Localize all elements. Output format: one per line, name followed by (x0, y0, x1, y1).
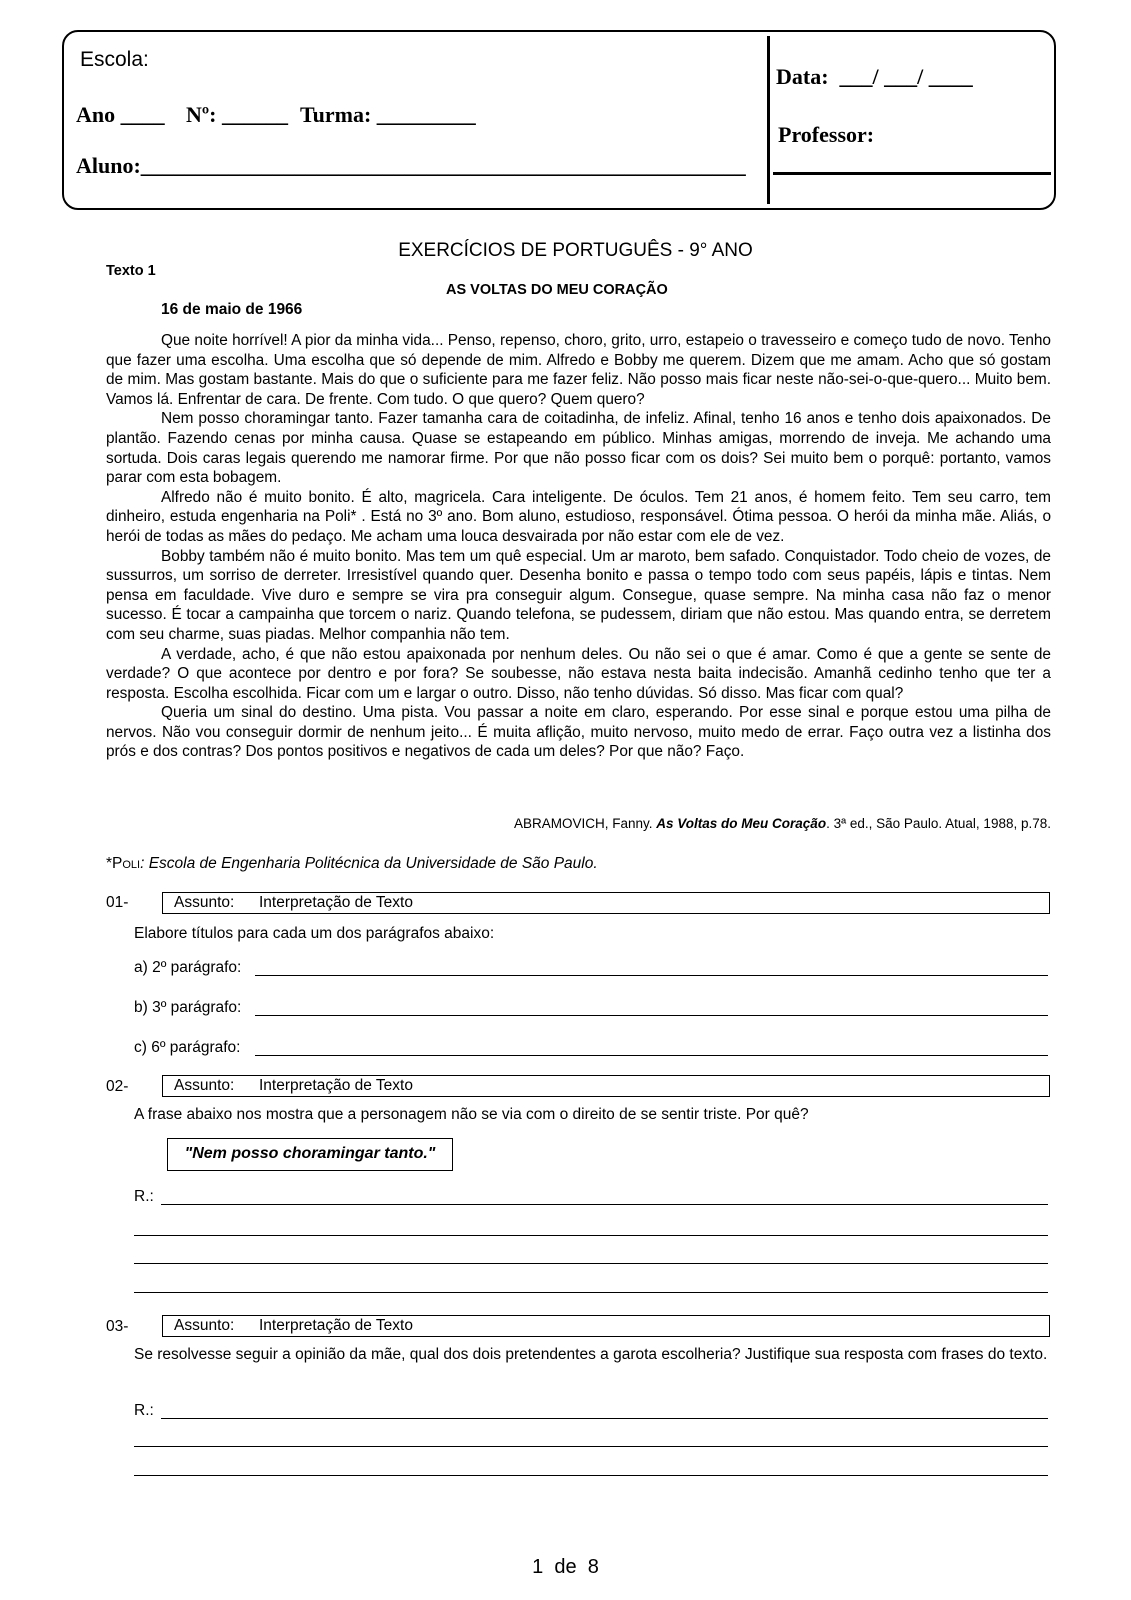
answer-line[interactable] (161, 1204, 1048, 1205)
assunto-box (162, 1315, 1050, 1337)
answer-label-b: b) 3º parágrafo: (134, 999, 242, 1016)
paragraph: Nem posso choramingar tanto. Fazer tamanha cara de coitadinha, de infeliz. Afinal, tenho 16 anos e tenho dois apaixonados. De plantão. Fazendo cenas por minha causa. Quase se estapeando em público. Minhas amigas, morrendo de inveja. Me achando uma sortuda. Dois caras legais querendo me namorar firme. Por que não posso ficar com os dois? Sei muito bem o porquê: portanto, vamos parar com esta bobagem. (106, 410, 1051, 487)
footnote (106, 855, 598, 873)
escola-label: Escola: (80, 48, 149, 71)
ano-field: Ano ____ (76, 102, 165, 127)
page-number: 1 de 8 (532, 1556, 599, 1578)
quote-box: "Nem posso choramingar tanto." (167, 1138, 453, 1171)
answer-line[interactable] (255, 1015, 1048, 1016)
footnote-mark: *Poli (106, 855, 141, 872)
text-title: AS VOLTAS DO MEU CORAÇÃO (446, 282, 668, 298)
aluno-field: Aluno:_______________________________________________________ (76, 153, 746, 178)
answer-line[interactable] (134, 1446, 1048, 1447)
answer-line[interactable] (134, 1263, 1048, 1264)
texto-label: Texto 1 (106, 263, 156, 279)
citation-rest: . 3ª ed., São Paulo. Atual, 1988, p.78. (826, 816, 1051, 831)
page-title: EXERCÍCIOS DE PORTUGUÊS - 9° ANO (398, 240, 753, 261)
citation-author: ABRAMOVICH, Fanny. (513, 816, 653, 831)
citation (514, 816, 1051, 831)
question-prompt: Se resolvesse seguir a opinião da mãe, qual dos dois pretendentes a garota escolheria? Justifique sua resposta com frases do texto. (134, 1346, 1048, 1363)
text-body (106, 331, 1051, 762)
text-date: 16 de maio de 1966 (161, 301, 303, 318)
question-prompt: A frase abaixo nos mostra que a personagem não se via com o direito de se sentir triste. Por quê? (134, 1106, 809, 1123)
assunto-value: Interpretação de Texto (259, 1317, 413, 1334)
answer-line[interactable] (255, 975, 1048, 976)
question-number: 02- (106, 1078, 129, 1095)
answer-line[interactable] (255, 1055, 1048, 1056)
assunto-label: Assunto: (174, 1077, 235, 1094)
paragraph: Que noite horrível! A pior da minha vida... Penso, repenso, choro, grito, urro, estapeio o travesseiro e começo tudo de novo. Tenho que fazer uma escolha. Uma escolha que só depende de mim. Alfredo e Bobby me querem. Dizem que me amam. Acho que só gostam de mim. Mas gostam bastante. Mais do que o suficiente para me fazer feliz. Não posso mais ficar neste não-sei-o-que-quero... Muito bem. Vamos lá. Enfrentar de cara. De frente. Com tudo. O que quero? Quem quero? (106, 332, 1051, 408)
paragraph: Alfredo não é muito bonito. É alto, magricela. Cara inteligente. De óculos. Tem 21 anos, é homem feito. Tem seu carro, tem dinheiro, estuda engenharia na Poli* . Está no 3º ano. Bom aluno, estudioso, responsável. Ótima pessoa. O herói da minha mãe. Aliás, o herói de todas as mães do pedaço. Me acham uma louca desvairada por não estar com ele de vez. (106, 488, 1051, 545)
answer-line[interactable] (134, 1475, 1048, 1476)
answer-line[interactable] (134, 1235, 1048, 1236)
paragraph: Queria um sinal do destino. Uma pista. Vou passar a noite em claro, esperando. Por esse sinal e porque estou uma pilha de nervos. Não vou conseguir dormir de nenhum jeito... É muita aflição, muito nervoso, muito medo de errar. Faço outra vez a listinha dos prós e dos contras? Dos pontos positivos e negativos de cada um deles? Por que não? Faço. (106, 704, 1051, 761)
citation-work: As Voltas do Meu Coração (656, 816, 827, 831)
question-prompt: Elabore títulos para cada um dos parágrafos abaixo: (134, 925, 495, 942)
assunto-value: Interpretação de Texto (259, 894, 413, 911)
assunto-value: Interpretação de Texto (259, 1077, 413, 1094)
paragraph: Bobby também não é muito bonito. Mas tem um quê especial. Um ar maroto, bem safado. Conquistador. Todo cheio de vozes, de sussurros, um sorriso de derreter. Irresistível quando quer. Desenha bonito e passa o tempo todo com seus papéis, lápis e tintas. Nem pensa em faculdade. Vive duro e sempre se vira pra conseguir algum. Consegue, quase sempre. Na minha casa não faz o menor sucesso. É tocar a campainha que torcem o nariz. Quando telefona, se pudessem, diriam que não estou. Mas quando entra, se derretem com seu charme, suas piadas. Melhor companhia não tem. (106, 547, 1051, 643)
answer-line[interactable] (161, 1418, 1048, 1419)
turma-field: Turma: _________ (300, 102, 476, 127)
answer-label: R.: (134, 1402, 154, 1419)
assunto-label: Assunto: (174, 894, 235, 911)
answer-label: R.: (134, 1188, 154, 1205)
professor-label: Professor: (778, 122, 875, 147)
professor-line (773, 172, 1051, 175)
assunto-box (162, 892, 1050, 914)
header-divider (767, 36, 770, 204)
answer-line[interactable] (134, 1292, 1048, 1293)
data-field: Data: ___/ ___/ ____ (776, 64, 973, 89)
answer-label-a: a) 2º parágrafo: (134, 959, 242, 976)
question-number: 01- (106, 894, 129, 911)
numero-field: Nº: ______ (186, 102, 288, 127)
question-number: 03- (106, 1318, 129, 1335)
footnote-text: : Escola de Engenharia Politécnica da Universidade de São Paulo. (140, 855, 598, 872)
assunto-box (162, 1075, 1050, 1097)
assunto-label: Assunto: (174, 1317, 235, 1334)
answer-label-c: c) 6º parágrafo: (134, 1039, 241, 1056)
paragraph: A verdade, acho, é que não estou apaixonada por nenhum deles. Ou não sei o que é amar. Como é que a gente se sente de verdade? O que acontece por dentro e por fora? Se soubesse, não estava nesta baita indecisão. Amanhã cedinho tenho que ter a resposta. Escolha escolhida. Ficar com um e largar o outro. Disso, não tenho dúvidas. Só disso. Mas ficar com qual? (106, 645, 1051, 702)
